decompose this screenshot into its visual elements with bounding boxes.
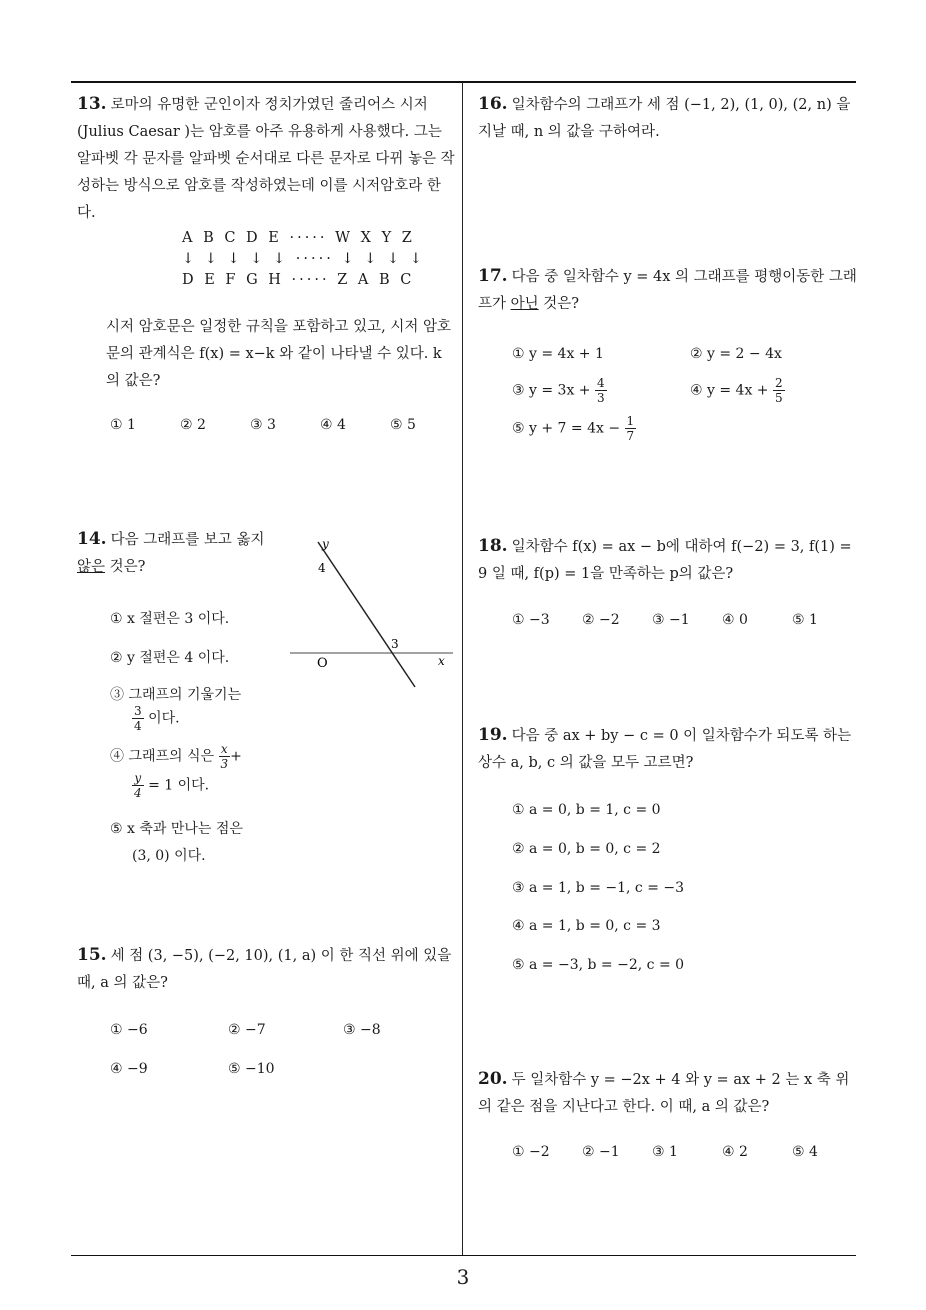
fraction <box>132 771 144 800</box>
question-number: 18. <box>478 536 508 556</box>
choice-text: ⑤ x 축과 만나는 점은 <box>110 821 243 837</box>
numerator: x <box>219 742 231 757</box>
denominator: 4 <box>134 786 142 800</box>
numerator: 2 <box>774 376 783 390</box>
choice-1[interactable]: ① −3 <box>512 612 550 628</box>
question-19 <box>478 722 860 777</box>
denominator: 4 <box>134 719 142 733</box>
question-number: 16. <box>478 94 508 114</box>
choice-5[interactable]: ⑤ a = −3, b = −2, c = 0 <box>512 957 685 973</box>
numerator: y <box>132 771 144 786</box>
choice-3[interactable]: ③ −8 <box>343 1022 381 1038</box>
choice-4[interactable]: ④ −9 <box>110 1061 148 1077</box>
choice-text: ⑤ y + 7 = 4x − <box>512 420 621 437</box>
fraction <box>132 704 144 733</box>
choice-text-end: 이다. <box>148 710 180 727</box>
question-text: 두 일차함수 y = −2x + 4 와 y = ax + 2 는 x 축 위의 같은 점을 지난다고 한다. 이 때, a 의 값은? <box>478 1072 850 1115</box>
choice-3[interactable]: ③ a = 1, b = −1, c = −3 <box>512 880 685 896</box>
denominator: 3 <box>220 757 229 771</box>
denominator: 7 <box>626 429 635 443</box>
choice-4[interactable] <box>690 376 785 405</box>
fraction <box>625 414 637 443</box>
cipher-row-arrows: ↓ ↓ ↓ ↓ ↓ ····· ↓ ↓ ↓ ↓ <box>182 251 425 267</box>
y-axis-label: y <box>322 537 329 551</box>
choice-2[interactable]: ② a = 0, b = 0, c = 2 <box>512 841 661 857</box>
choice-3[interactable]: ③ 1 <box>652 1144 678 1160</box>
choice-5[interactable] <box>512 414 636 443</box>
fraction <box>219 742 231 771</box>
choice-1[interactable]: ① x 절편은 3 이다. <box>110 611 230 627</box>
choice-4[interactable]: ④ 0 <box>722 612 748 628</box>
y-intercept-label: 4 <box>318 561 326 575</box>
column-divider <box>462 82 463 1255</box>
choice-4[interactable] <box>110 742 242 800</box>
question-number: 15. <box>77 945 107 965</box>
question-number: 17. <box>478 266 508 286</box>
choice-4[interactable]: ④ 4 <box>320 417 346 433</box>
x-intercept-label: 3 <box>391 637 399 651</box>
choice-3[interactable] <box>110 684 241 733</box>
choice-1[interactable]: ① 1 <box>110 417 136 433</box>
choice-text: ④ y = 4x + <box>690 382 769 399</box>
top-rule <box>71 81 856 83</box>
question-text: 다음 중 일차함수 y = 4x 의 그래프를 평행이동한 그래프가 <box>478 269 857 312</box>
question-number: 13. <box>77 94 107 114</box>
fraction <box>595 376 607 405</box>
choice-2[interactable]: ② −1 <box>582 1144 620 1160</box>
question-number: 19. <box>478 725 508 745</box>
question-text: 다음 그래프를 보고 옳지 <box>110 532 265 548</box>
choice-3[interactable]: ③ −1 <box>652 612 690 628</box>
question-18 <box>478 533 860 588</box>
choice-5[interactable]: ⑤ 4 <box>792 1144 818 1160</box>
choice-2[interactable]: ② 2 <box>180 417 206 433</box>
plus-sign: + <box>230 748 242 765</box>
question-text: 다음 중 ax + by − c = 0 이 일차함수가 되도록 하는 상수 a, b, c 의 값을 모두 고르면? <box>478 728 852 771</box>
question-number: 14. <box>77 529 107 549</box>
choice-text-end: = 1 이다. <box>148 777 210 794</box>
question-number: 20. <box>478 1069 508 1089</box>
choice-text: ④ 그래프의 식은 <box>110 748 215 765</box>
numerator: 1 <box>626 414 635 428</box>
choice-5[interactable]: ⑤ −10 <box>228 1061 275 1077</box>
question-16 <box>478 91 860 146</box>
cipher-row-top: A B C D E ····· W X Y Z <box>182 230 415 246</box>
choice-3[interactable]: ③ 3 <box>250 417 276 433</box>
x-axis-label: x <box>438 654 445 668</box>
question-15 <box>77 942 457 997</box>
numerator: 3 <box>134 704 142 718</box>
choice-1[interactable]: ① y = 4x + 1 <box>512 346 604 362</box>
choice-4[interactable]: ④ a = 1, b = 0, c = 3 <box>512 918 661 934</box>
choice-text: ③ y = 3x + <box>512 382 591 399</box>
question-20 <box>478 1066 860 1121</box>
choice-3[interactable] <box>512 376 607 405</box>
underlined-word: 않은 <box>77 559 106 575</box>
choice-5[interactable] <box>110 816 243 870</box>
line-graph <box>288 530 458 695</box>
choice-1[interactable]: ① a = 0, b = 1, c = 0 <box>512 802 661 818</box>
choice-2[interactable]: ② y = 2 − 4x <box>690 346 782 362</box>
graph-line <box>318 542 415 687</box>
choice-2[interactable]: ② −7 <box>228 1022 266 1038</box>
fraction <box>773 376 785 405</box>
question-14 <box>77 526 277 581</box>
denominator: 3 <box>596 391 605 405</box>
question-text: 일차함수의 그래프가 세 점 (−1, 2), (1, 0), (2, n) 을 지날 때, n 의 값을 구하여라. <box>478 97 851 140</box>
choice-text: ③ 그래프의 기울기는 <box>110 687 242 703</box>
question-text-end: 것은? <box>543 296 580 312</box>
choice-1[interactable]: ① −6 <box>110 1022 148 1038</box>
question-13 <box>77 91 455 227</box>
question-13-text2: 시저 암호문은 일정한 규칙을 포함하고 있고, 시저 암호문의 관계식은 f(x) = x−k 와 같이 나타낼 수 있다. k 의 값은? <box>106 319 452 389</box>
choice-5[interactable]: ⑤ 5 <box>390 417 416 433</box>
question-text: 일차함수 f(x) = ax − b에 대하여 f(−2) = 3, f(1) = 9 일 때, f(p) = 1을 만족하는 p의 값은? <box>478 539 852 582</box>
choice-2[interactable]: ② −2 <box>582 612 620 628</box>
choice-4[interactable]: ④ 2 <box>722 1144 748 1160</box>
question-text-end: 것은? <box>109 559 146 575</box>
cipher-row-bottom: D E F G H ····· Z A B C <box>182 272 415 288</box>
choice-5[interactable]: ⑤ 1 <box>792 612 818 628</box>
question-text: 로마의 유명한 군인이자 정치가였던 줄리어스 시저 (Julius Caesar )는 암호를 아주 유용하게 사용했다. 그는 알파벳 각 문자를 알파벳 순서대로 다른 문자로 다뀌 놓은 작성하는 방식으로 암호를 작성하였는데 이를 시저암호라 한다. <box>77 97 455 221</box>
question-17 <box>478 263 860 318</box>
page-number: 3 <box>456 1265 470 1289</box>
choice-1[interactable]: ① −2 <box>512 1144 550 1160</box>
numerator: 4 <box>596 376 605 390</box>
underlined-word: 아닌 <box>510 296 539 312</box>
choice-text-end: (3, 0) 이다. <box>132 848 206 864</box>
question-text: 세 점 (3, −5), (−2, 10), (1, a) 이 한 직선 위에 있을 때, a 의 값은? <box>77 948 452 991</box>
denominator: 5 <box>774 391 783 405</box>
bottom-rule <box>71 1255 856 1256</box>
choice-2[interactable]: ② y 절편은 4 이다. <box>110 650 230 666</box>
origin-label: O <box>317 656 328 671</box>
